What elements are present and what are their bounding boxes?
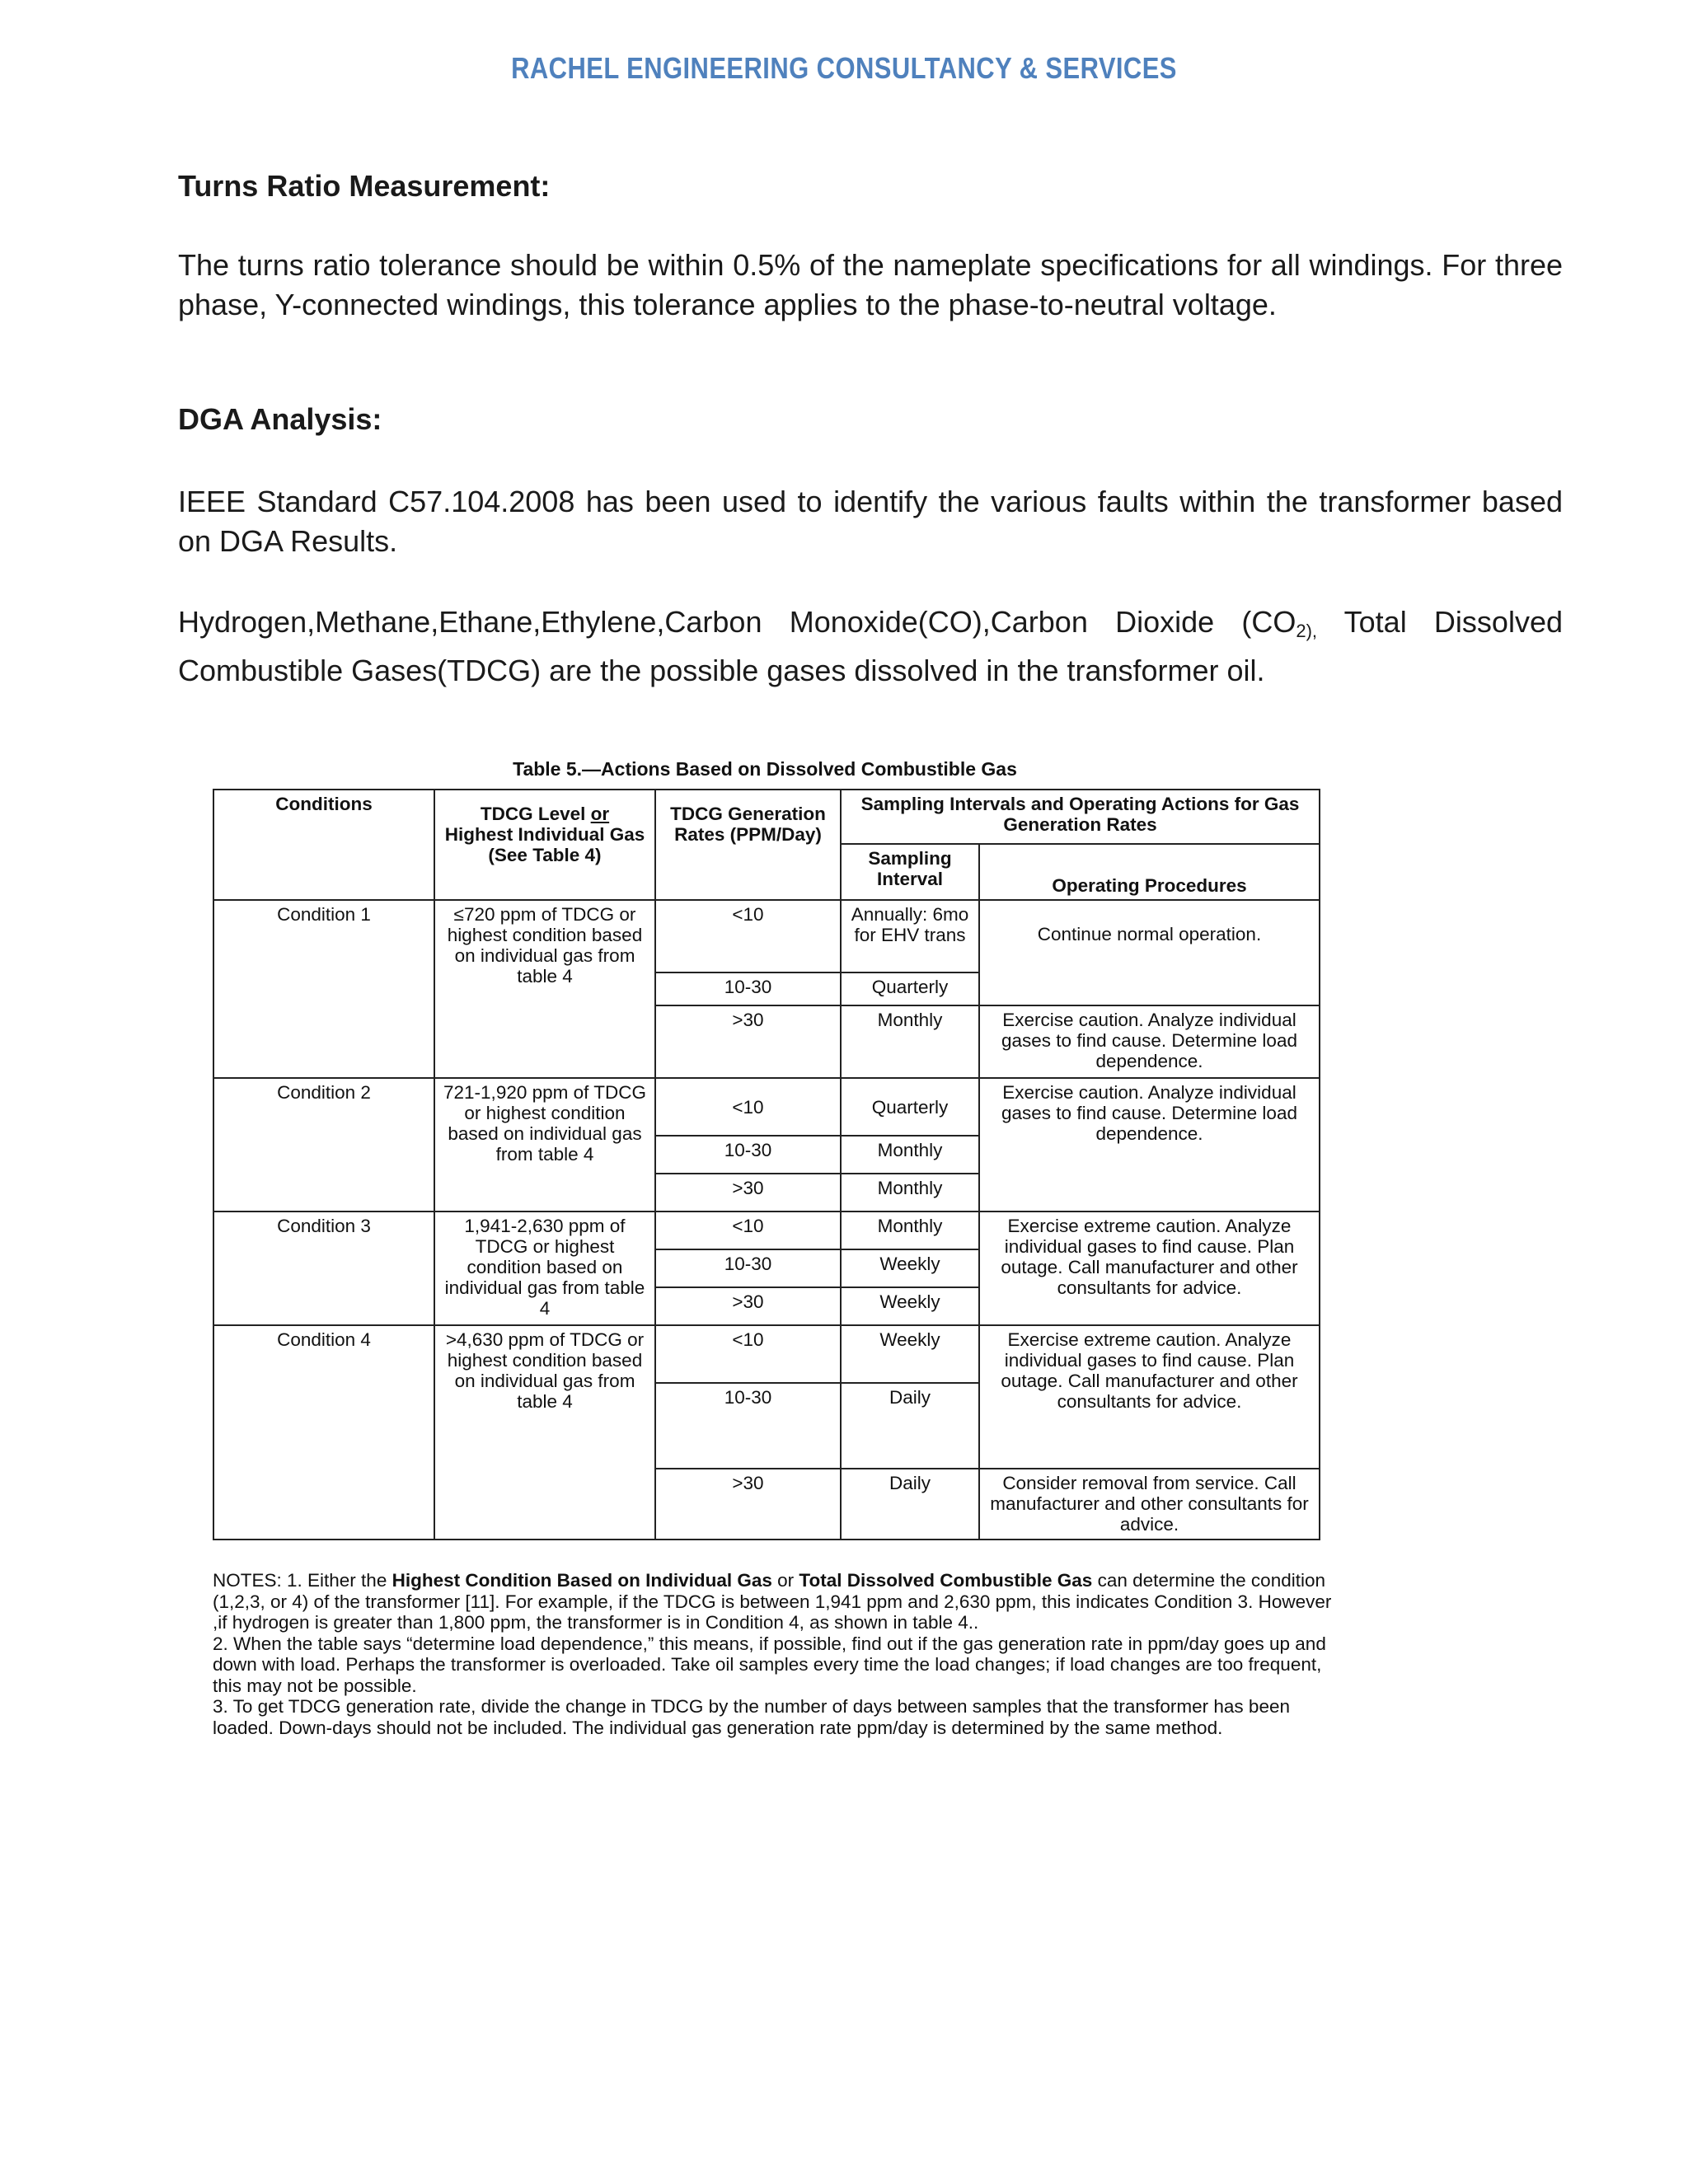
rate-cell: >30 [655, 1174, 841, 1212]
note-2: 2. When the table says “determine load dependence,” this means, if possible, find out if the gas generation rate in ppm/day goes up and down with load. Perhaps the transformer is overloaded. Take oil samples every time the load changes; if load changes are too frequent, this may not be possible. [213, 1633, 1326, 1696]
condition-2-label: Condition 2 [213, 1078, 434, 1212]
procedure-cell: Consider removal from service. Call manufacturer and other consultants for advice. [979, 1469, 1320, 1540]
gases-text-b: Total Dissolved Combustible Gases(TDCG) are the possible gases dissolved in the transformer oil. [178, 605, 1563, 687]
rate-cell: <10 [655, 1325, 841, 1383]
condition-4-label: Condition 4 [213, 1325, 434, 1540]
header-sampling-interval: Sampling Interval [841, 844, 979, 900]
rate-cell: >30 [655, 1005, 841, 1078]
interval-cell: Monthly [841, 1005, 979, 1078]
header-conditions: Conditions [213, 790, 434, 900]
rate-cell: 10-30 [655, 1136, 841, 1174]
header-generation-rates: TDCG Generation Rates (PPM/Day) [655, 790, 841, 900]
procedure-cell: Exercise caution. Analyze individual gases to find cause. Determine load dependence. [979, 1005, 1320, 1078]
rate-cell: <10 [655, 1078, 841, 1136]
turns-ratio-heading: Turns Ratio Measurement: [178, 169, 551, 203]
procedure-cell: Exercise extreme caution. Analyze individual gases to find cause. Plan outage. Call manufacturer and other consultants for advice. [979, 1325, 1320, 1469]
turns-ratio-paragraph: The turns ratio tolerance should be within 0.5% of the nameplate specifications for all windings. For three phase, Y-connected windings, this tolerance applies to the phase-to-neutral voltage. [178, 248, 1563, 321]
procedure-cell: Exercise caution. Analyze individual gases to find cause. Determine load dependence. [979, 1078, 1320, 1212]
interval-cell: Weekly [841, 1325, 979, 1383]
note-3: 3. To get TDCG generation rate, divide the change in TDCG by the number of days between samples that the transformer has been loaded. Down-days should not be included. The individual gas generation rate ppm/day is determined by the same method. [213, 1696, 1290, 1738]
interval-cell: Monthly [841, 1212, 979, 1249]
interval-cell: Daily [841, 1469, 979, 1540]
dga-heading: DGA Analysis: [178, 402, 382, 436]
interval-cell: Quarterly [841, 972, 979, 1005]
procedure-cell: Continue normal operation. [979, 900, 1320, 1005]
condition-2-level: 721-1,920 ppm of TDCG or highest condition based on individual gas from table 4 [434, 1078, 655, 1212]
rate-cell: <10 [655, 900, 841, 972]
table-caption: Table 5.—Actions Based on Dissolved Combustible Gas [513, 758, 1017, 780]
condition-3-level: 1,941-2,630 ppm of TDCG or highest condition based on individual gas from table 4 [434, 1212, 655, 1325]
table-notes [213, 1570, 1334, 1738]
header-sampling-group: Sampling Intervals and Operating Actions for Gas Generation Rates [841, 790, 1320, 844]
condition-1-label: Condition 1 [213, 900, 434, 1078]
gases-text-a: Hydrogen,Methane,Ethane,Ethylene,Carbon Monoxide(CO),Carbon Dioxide (CO [178, 605, 1296, 639]
interval-cell: Annually: 6mo for EHV trans [841, 900, 979, 972]
condition-4-level: >4,630 ppm of TDCG or highest condition based on individual gas from table 4 [434, 1325, 655, 1540]
rate-cell: <10 [655, 1212, 841, 1249]
note-1: NOTES: 1. Either the Highest Condition Based on Individual Gas or Total Dissolved Combustible Gas can determine the condition (1,2,3, or 4) of the transformer [11]. For example, if the TDCG is between 1,941 ppm and 2,630 ppm, this indicates Condition 3. However ,if hydrogen is greater than 1,800 ppm, the transformer is in Condition 4, as shown in table 4.. [213, 1570, 1332, 1633]
rate-cell: 10-30 [655, 1249, 841, 1287]
interval-cell: Monthly [841, 1136, 979, 1174]
interval-cell: Monthly [841, 1174, 979, 1212]
co2-subscript: 2), [1296, 621, 1318, 641]
rate-cell: 10-30 [655, 1383, 841, 1469]
dga-paragraph-ieee: IEEE Standard C57.104.2008 has been used to identify the various faults within the transformer based on DGA Results. [178, 485, 1563, 558]
dga-paragraph-gases [178, 602, 1563, 691]
company-header: RACHEL ENGINEERING CONSULTANCY & SERVICES [511, 51, 1177, 85]
rate-cell: >30 [655, 1287, 841, 1325]
actions-table [213, 789, 1320, 1540]
rate-cell: >30 [655, 1469, 841, 1540]
header-operating-procedures: Operating Procedures [979, 844, 1320, 900]
condition-1-level: ≤720 ppm of TDCG or highest condition based on individual gas from table 4 [434, 900, 655, 1078]
table-row [213, 1325, 1320, 1383]
procedure-cell: Exercise extreme caution. Analyze individual gases to find cause. Plan outage. Call manufacturer and other consultants for advice. [979, 1212, 1320, 1325]
dcg-table-figure [213, 758, 1332, 1738]
interval-cell: Quarterly [841, 1078, 979, 1136]
interval-cell: Daily [841, 1383, 979, 1469]
table-row [213, 900, 1320, 972]
rate-cell: 10-30 [655, 972, 841, 1005]
interval-cell: Weekly [841, 1249, 979, 1287]
header-tdcg-level: TDCG Level or Highest Individual Gas (See Table 4) [434, 790, 655, 900]
interval-cell: Weekly [841, 1287, 979, 1325]
table-row [213, 1078, 1320, 1136]
table-row [213, 1212, 1320, 1249]
condition-3-label: Condition 3 [213, 1212, 434, 1325]
